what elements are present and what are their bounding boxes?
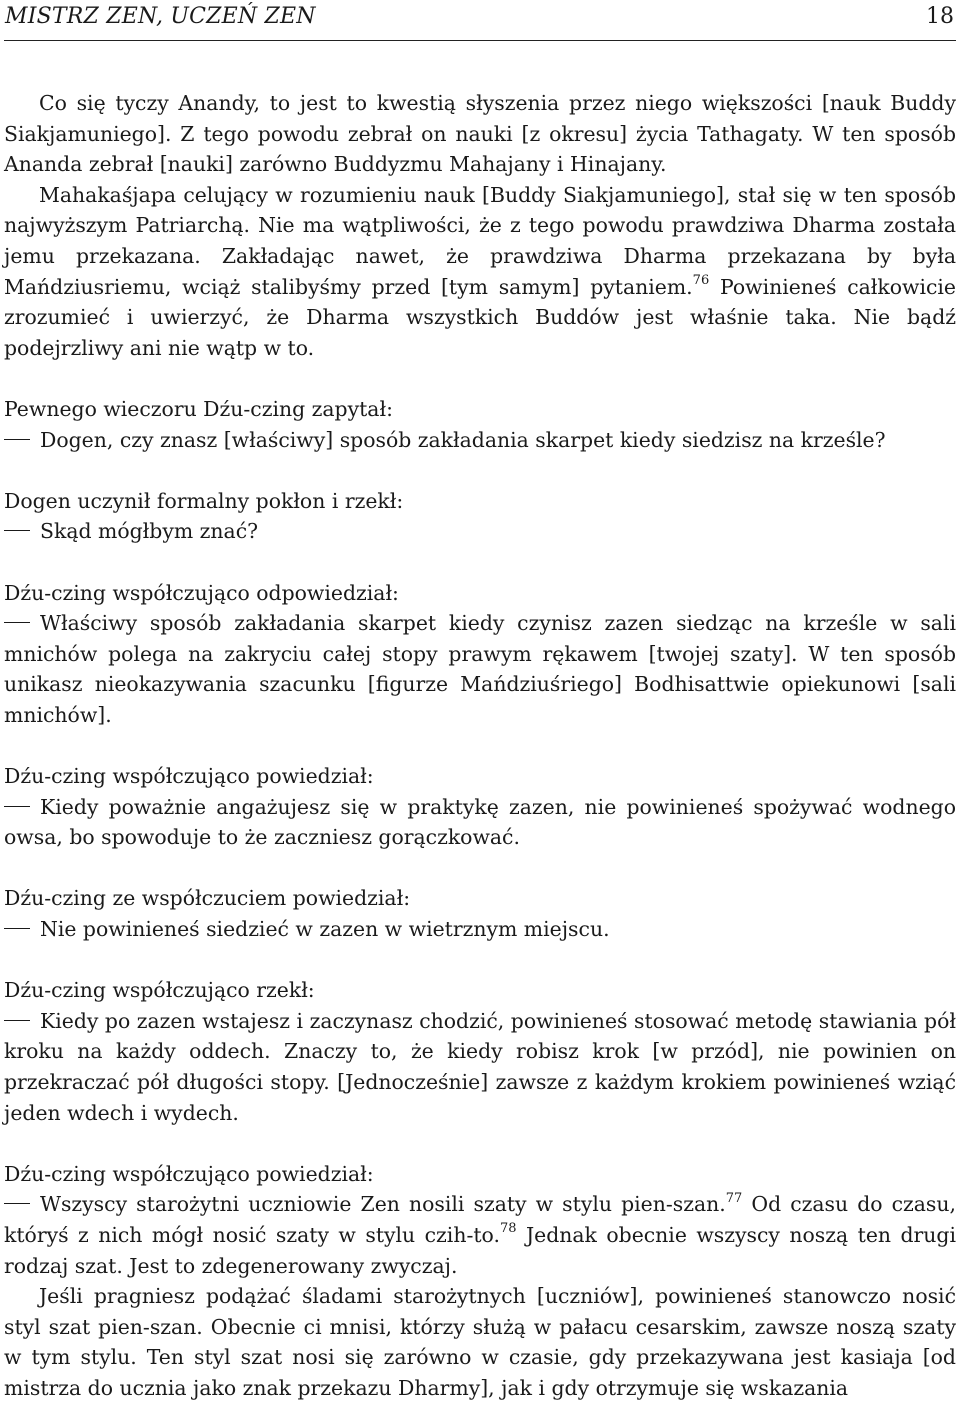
paragraph-text: Powinieneś całkowicie zrozumieć i uwierzyć, że Dharma wszystkich Buddów jest właśnie taka. Nie bądź podejrzliwy ani nie wątp w to. — [4, 274, 957, 360]
dialogue-intro: Dźu-czing współczująco odpowiedział: — [4, 580, 399, 605]
paragraph-text: Mahakaśjapa celujący w rozumieniu nauk [Buddy Siakjamuniego], stał się w ten sposób najwyższym Patriarchą. Nie ma wątpliwości, że z tego powodu prawdziwa Dharma została jemu przekazana. Zakładając nawet, że prawdziwa Dharma przekazana by była Mańdziusriemu, wciąż stalibyśmy przed [tym samym] pytaniem. — [4, 182, 956, 299]
em-dash — [4, 806, 30, 807]
em-dash — [4, 439, 30, 440]
dialogue-line — [4, 1189, 956, 1281]
document-page — [4, 0, 956, 1404]
em-dash — [4, 1203, 30, 1204]
dialogue-text: Kiedy poważnie angażujesz się w praktykę zazen, nie powinieneś spożywać wodnego owsa, bo spowoduje to że zaczniesz gorączkować. — [4, 794, 956, 850]
page-number: 18 — [926, 4, 954, 29]
dialogue-text: Właściwy sposób zakładania skarpet kiedy czynisz zazen siedząc na krześle w sali mnichów polega na zakryciu całej stopy prawym rękawem [twojej szaty]. W ten sposób unikasz nieokazywania szacunku [figurze Mańdziuśriego] Bodhisattwie opiekunowi [sali mnichów]. — [4, 611, 956, 727]
dialogue-intro: Pewnego wieczoru Dźu-czing zapytał: — [4, 396, 393, 421]
em-dash — [4, 622, 30, 623]
dialogue-line — [4, 516, 956, 547]
dialogue-text: Od czasu do czasu, któryś z nich mógł nosić szaty w stylu czih-to. — [4, 1192, 957, 1247]
running-title: MISTRZ ZEN, UCZEŃ ZEN — [5, 4, 316, 29]
paragraph-mahakasjapa — [4, 180, 956, 364]
em-dash — [4, 928, 30, 929]
body-text — [4, 88, 956, 1404]
running-header — [4, 0, 956, 41]
paragraph-pien-szan: Jeśli pragniesz podążać śladami starożytnych [uczniów], powinieneś stanowczo nosić styl szat pien-szan. Obecnie ci mnisi, którzy służą w pałacu cesarskim, zawsze noszą szaty w tym stylu. Ten styl szat nosi się zarówno w czasie, gdy przekazywana jest kasiaja [od mistrza do ucznia jako znak przekazu Dharmy], jak i gdy otrzymuje się wskazania — [4, 1284, 956, 1400]
dialogue-intro: Dźu-czing współczująco powiedział: — [4, 764, 374, 789]
dialogue-text: Skąd mógłbym znać? — [40, 519, 259, 544]
dialogue-text: Jednak obecnie wszyscy noszą ten drugi rodzaj szat. Jest to zdegenerowany zwyczaj. — [4, 1222, 956, 1278]
dialogue-line — [4, 1006, 956, 1128]
dialogue-line — [4, 914, 956, 945]
dialogue-line — [4, 608, 956, 730]
dialogue-intro: Dźu-czing współczująco rzekł: — [4, 978, 315, 1003]
footnote-ref-76[interactable]: 76 — [692, 272, 710, 288]
footnote-ref-77[interactable]: 77 — [725, 1190, 743, 1206]
dialogue-text: Dogen, czy znasz [właściwy] sposób zakładania skarpet kiedy siedzisz na krześle? — [40, 427, 886, 452]
em-dash — [4, 1020, 30, 1021]
dialogue-line — [4, 425, 956, 456]
dialogue-text: Nie powinieneś siedzieć w zazen w wietrznym miejscu. — [40, 917, 610, 942]
dialogue-intro: Dźu-czing współczująco powiedział: — [4, 1161, 374, 1186]
dialogue-text: Wszyscy starożytni uczniowie Zen nosili szaty w stylu pien-szan. — [40, 1192, 726, 1217]
dialogue-text: Kiedy po zazen wstajesz i zaczynasz chodzić, powinieneś stosować metodę stawiania pół kroku na każdy oddech. Znaczy to, że kiedy robisz krok [w przód], nie powinien on przekraczać pół długości stopy. [Jednocześnie] zawsze z każdym krokiem powinieneś wziąć jeden wdech i wydech. — [4, 1008, 956, 1125]
dialogue-line — [4, 792, 956, 853]
em-dash — [4, 530, 30, 531]
paragraph-ananda: Co się tyczy Anandy, to jest to kwestią słyszenia przez niego większości [nauk Buddy Siakjamuniego]. Z tego powodu zebrał on nauki [z okresu] życia Tathagaty. W ten sposób Ananda zebrał [nauki] zarówno Buddyzmu Mahajany i Hinajany. — [4, 91, 956, 177]
dialogue-intro: Dogen uczynił formalny pokłon i rzekł: — [4, 488, 404, 513]
dialogue-intro: Dźu-czing ze współczuciem powiedział: — [4, 886, 411, 911]
footnote-ref-78[interactable]: 78 — [499, 1221, 517, 1237]
